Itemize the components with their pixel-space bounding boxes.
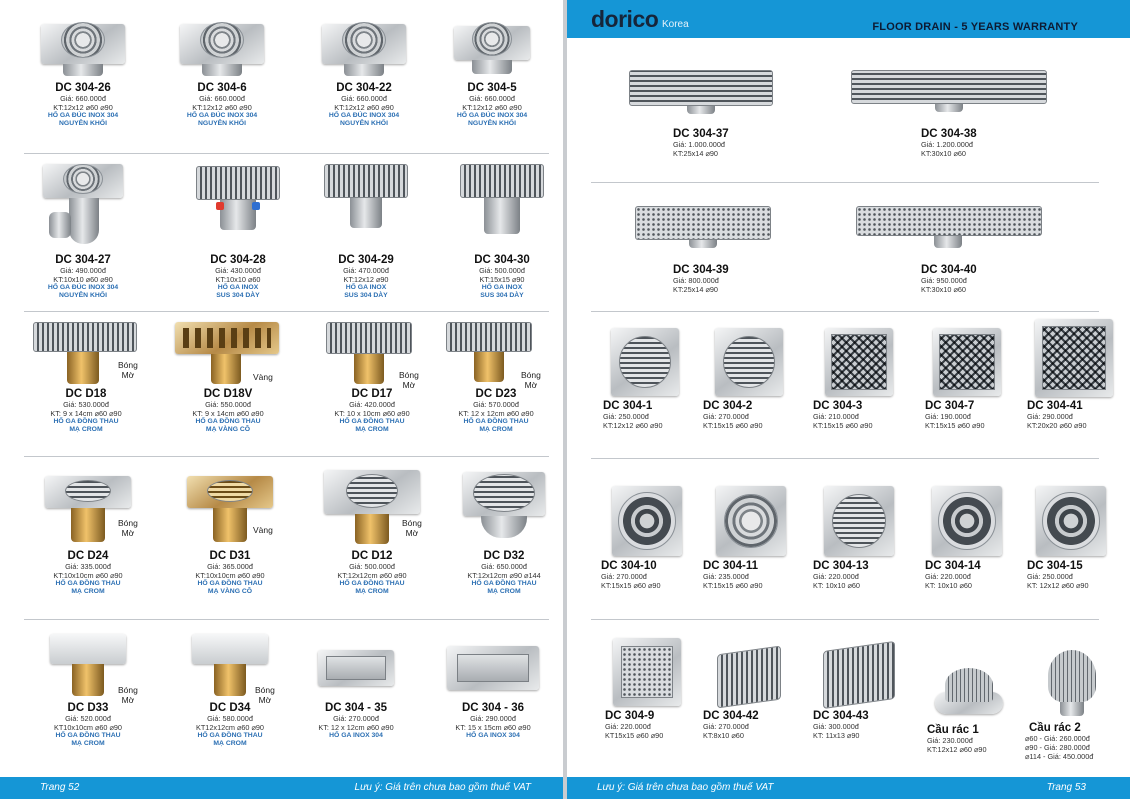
product-dimensions: KT:10x10 ⌀60 ⌀90	[53, 275, 113, 284]
product-dimensions: KT: 10 x 10cm ⌀60 ⌀90	[334, 409, 410, 418]
product-image	[178, 18, 266, 80]
product-code: DC 304-14	[925, 560, 981, 572]
product-dimensions: KT:20x20 ⌀60 ⌀90	[1027, 421, 1087, 430]
product-price: Giá: 580.000đ	[207, 714, 253, 723]
product-code: DC 304-13	[813, 560, 869, 572]
row-divider	[591, 182, 1099, 183]
product-material: NGUYÊN KHỐI	[340, 120, 388, 127]
product-material: NGUYÊN KHỐI	[59, 292, 107, 299]
product-material: SUS 304 DÀY	[216, 292, 260, 299]
product-code: DC 304-2	[703, 400, 753, 412]
product-code: DC D12	[351, 550, 393, 562]
product-material: HỐ GA ĐỒNG THAU	[195, 418, 261, 425]
product-material: NGUYÊN KHỐI	[198, 120, 246, 127]
product-material: HỐ GA ĐỒNG THAU	[197, 580, 263, 587]
product-card[interactable]	[311, 160, 421, 300]
row-divider	[591, 458, 1099, 459]
product-price: Giá: 660.000đ	[60, 94, 106, 103]
page-footer	[567, 777, 1130, 799]
product-price: Giá: 550.000đ	[205, 400, 251, 409]
product-code: DC 304-29	[338, 254, 394, 266]
product-material: MẠ VÀNG CÔ	[205, 426, 251, 433]
product-code: DC 304-41	[1027, 400, 1083, 412]
product-code: DC D18V	[203, 388, 253, 400]
product-price: Giá: 220.000đ	[813, 572, 859, 581]
product-price: Giá: 800.000đ	[673, 276, 719, 285]
product-price: Giá: 290.000đ	[470, 714, 516, 723]
product-image	[48, 632, 128, 700]
finish-label: Bóng Mờ	[118, 518, 138, 538]
product-image	[931, 326, 1003, 398]
product-dimensions: ⌀114 - Giá: 450.000đ	[1025, 752, 1094, 761]
product-code: DC 304-27	[55, 254, 111, 266]
product-price: Giá: 490.000đ	[60, 266, 106, 275]
product-code: DC D33	[67, 702, 109, 714]
product-dimensions: KT:15x15 ⌀90	[479, 275, 525, 284]
product-code: DC 304 - 35	[324, 702, 387, 714]
finish-label: Vàng	[253, 372, 273, 382]
product-image	[39, 160, 127, 252]
product-price: Giá: 500.000đ	[479, 266, 525, 275]
product-material: HỐ GA ĐỒNG THAU	[53, 418, 119, 425]
product-price: Giá: 660.000đ	[199, 94, 245, 103]
product-dimensions: KT: 11x13 ⌀90	[813, 731, 860, 740]
product-image	[1042, 648, 1102, 720]
finish-label: Bóng Mờ	[118, 685, 138, 705]
product-price: Giá: 270.000đ	[703, 722, 749, 731]
product-dimensions: KT:30x10 ⌀60	[921, 149, 966, 158]
product-dimensions: KT:15x15 ⌀60 ⌀90	[813, 421, 873, 430]
product-image	[822, 484, 896, 558]
product-dimensions: ⌀90 - Giá: 280.000đ	[1025, 743, 1090, 752]
product-code: DC D23	[475, 388, 517, 400]
product-price: Giá: 420.000đ	[349, 400, 395, 409]
product-material: HỐ GA ĐÚC INOX 304	[47, 284, 119, 291]
product-price: Giá: 570.000đ	[473, 400, 519, 409]
product-image	[1034, 318, 1114, 398]
product-image	[633, 202, 773, 262]
product-material: NGUYÊN KHỐI	[468, 120, 516, 127]
product-code: DC 304 - 36	[461, 702, 524, 714]
product-code: DC 304-6	[197, 82, 247, 94]
product-card[interactable]	[1015, 484, 1127, 590]
product-price: Giá: 220.000đ	[605, 722, 651, 731]
product-material: NGUYÊN KHỐI	[59, 120, 107, 127]
product-code: DC 304-30	[474, 254, 530, 266]
row-divider	[24, 619, 549, 620]
product-card[interactable]	[446, 468, 562, 596]
product-dimensions: KT:12x12cm ⌀60 ⌀90	[337, 571, 407, 580]
product-material: SUS 304 DÀY	[344, 292, 388, 299]
product-material: MẠ CROM	[487, 588, 521, 595]
product-price: ⌀60 - Giá: 260.000đ	[1025, 734, 1090, 743]
row-divider	[24, 456, 549, 457]
finish-label: Bóng Mờ	[118, 360, 138, 380]
product-code: DC 304-37	[673, 128, 729, 140]
product-card[interactable]	[911, 484, 1023, 590]
page-header	[567, 0, 1130, 38]
product-code: DC 304-42	[703, 710, 759, 722]
product-code: DC 304-3	[813, 400, 863, 412]
product-dimensions: KT: 12 x 12cm ⌀60 ⌀90	[318, 723, 394, 732]
product-price: Giá: 1.200.000đ	[921, 140, 973, 149]
product-image	[1034, 484, 1108, 558]
product-dimensions: KT: 15 x 15cm ⌀60 ⌀90	[455, 723, 531, 732]
product-card[interactable]	[309, 18, 419, 128]
product-code: DC 304-39	[673, 264, 729, 276]
product-card[interactable]	[693, 646, 805, 740]
product-material: MẠ CROM	[355, 426, 389, 433]
product-material: MẠ CROM	[213, 740, 247, 747]
page-footer	[0, 777, 563, 799]
product-price: Giá: 210.000đ	[813, 412, 859, 421]
product-dimensions: KT: 9 x 14cm ⌀60 ⌀90	[50, 409, 122, 418]
product-card[interactable]	[1017, 648, 1127, 761]
finish-label: Bóng Mờ	[521, 370, 541, 390]
product-image	[714, 484, 788, 558]
product-image	[609, 326, 681, 398]
product-material: MẠ VÀNG CÔ	[207, 588, 253, 595]
product-material: SUS 304 DÀY	[480, 292, 524, 299]
product-dimensions: KT:10x10cm ⌀60 ⌀90	[53, 571, 123, 580]
product-dimensions: KT:30x10 ⌀60	[921, 285, 966, 294]
row-divider	[24, 153, 549, 154]
product-dimensions: KT:12x12 ⌀90	[343, 275, 389, 284]
product-image	[322, 160, 410, 252]
product-card[interactable]	[625, 66, 777, 158]
product-image	[713, 646, 785, 708]
product-card[interactable]	[803, 484, 915, 590]
product-material: MẠ CROM	[71, 740, 105, 747]
product-code: DC D24	[67, 550, 109, 562]
product-dimensions: KT:15x15 ⌀60 ⌀90	[601, 581, 661, 590]
product-material: HỐ GA INOX	[217, 284, 259, 291]
product-image	[823, 326, 895, 398]
product-image	[448, 18, 536, 80]
product-code: Cầu rác 2	[1029, 722, 1081, 734]
product-image	[930, 484, 1004, 558]
catalog-page-left	[0, 0, 563, 799]
product-code: DC 304-11	[703, 560, 758, 572]
vat-note: Lưu ý: Giá trên chưa bao gồm thuế VAT	[597, 782, 774, 793]
product-dimensions: KT10x10cm ⌀60 ⌀90	[53, 723, 122, 732]
product-code: DC D31	[209, 550, 251, 562]
product-material: MẠ CROM	[355, 588, 389, 595]
product-dimensions: KT:12x12 ⌀60 ⌀90	[927, 745, 987, 754]
product-material: HỐ GA ĐÚC INOX 304	[186, 112, 258, 119]
product-dimensions: KT:25x14 ⌀90	[673, 285, 718, 294]
product-card[interactable]	[437, 18, 547, 128]
product-image	[194, 160, 282, 252]
product-image	[854, 202, 1044, 262]
product-material: HỐ GA ĐÚC INOX 304	[456, 112, 528, 119]
product-card[interactable]	[913, 326, 1021, 430]
product-price: Giá: 1.000.000đ	[673, 140, 725, 149]
product-price: Giá: 335.000đ	[65, 562, 111, 571]
product-price: Giá: 270.000đ	[703, 412, 749, 421]
product-image	[819, 642, 899, 708]
product-material: HỐ GA ĐỒNG THAU	[55, 580, 121, 587]
product-code: DC 304-9	[605, 710, 655, 722]
product-card[interactable]	[695, 484, 807, 590]
product-code: DC 304-26	[55, 82, 111, 94]
product-price: Giá: 290.000đ	[1027, 412, 1073, 421]
finish-label: Vàng	[253, 525, 273, 535]
vat-note: Lưu ý: Giá trên chưa bao gồm thuế VAT	[354, 782, 531, 793]
product-code: DC 304-1	[603, 400, 653, 412]
product-card[interactable]	[803, 642, 915, 740]
product-card[interactable]	[805, 326, 913, 430]
finish-label: Bóng Mờ	[402, 518, 422, 538]
finish-label: Bóng Mờ	[255, 685, 275, 705]
product-price: Giá: 470.000đ	[343, 266, 389, 275]
product-code: DC 304-22	[336, 82, 392, 94]
product-image	[320, 18, 408, 80]
product-price: Giá: 235.000đ	[703, 572, 749, 581]
product-material: HỐ GA ĐỒNG THAU	[197, 732, 263, 739]
product-material: HỐ GA ĐÚC INOX 304	[47, 112, 119, 119]
product-code: DC 304-43	[813, 710, 869, 722]
product-dimensions: KT12x12cm ⌀60 ⌀90	[195, 723, 264, 732]
product-dimensions: KT:10x10 ⌀60	[215, 275, 261, 284]
product-code: DC 304-38	[921, 128, 977, 140]
product-image	[849, 66, 1049, 126]
product-dimensions: KT: 12x12 ⌀60 ⌀90	[1027, 581, 1089, 590]
product-code: DC D32	[483, 550, 525, 562]
product-material: HỐ GA ĐỒNG THAU	[463, 418, 529, 425]
product-code: Cầu rác 1	[927, 724, 979, 736]
product-dimensions: KT:25x14 ⌀90	[673, 149, 718, 158]
product-image	[458, 160, 546, 252]
product-dimensions: KT: 10x10 ⌀60	[925, 581, 972, 590]
product-card[interactable]	[297, 648, 415, 740]
product-card[interactable]	[28, 160, 138, 300]
product-image	[39, 18, 127, 80]
finish-label: Bóng Mờ	[399, 370, 419, 390]
product-dimensions: KT:15x15 ⌀60 ⌀90	[703, 421, 763, 430]
product-image	[610, 484, 684, 558]
product-dimensions: KT15x15 ⌀60 ⌀90	[605, 731, 664, 740]
product-image	[933, 664, 1005, 722]
product-dimensions: KT:8x10 ⌀60	[703, 731, 744, 740]
product-card[interactable]	[847, 66, 1051, 158]
product-image	[627, 66, 775, 126]
product-dimensions: KT:12x12 ⌀60 ⌀90	[462, 103, 522, 112]
product-code: DC D34	[209, 702, 251, 714]
product-price: Giá: 300.000đ	[813, 722, 859, 731]
product-card[interactable]	[629, 202, 777, 294]
product-dimensions: KT:12x12 ⌀60 ⌀90	[53, 103, 113, 112]
product-code: DC 304-28	[210, 254, 266, 266]
product-price: Giá: 365.000đ	[207, 562, 253, 571]
product-code: DC 304-7	[925, 400, 975, 412]
product-dimensions: KT:10x10cm ⌀60 ⌀90	[195, 571, 265, 580]
product-price: Giá: 530.000đ	[63, 400, 109, 409]
product-material: HỐ GA INOX	[481, 284, 523, 291]
product-image	[185, 470, 275, 548]
product-dimensions: KT:12x12 ⌀60 ⌀90	[192, 103, 252, 112]
product-material: HỐ GA INOX 304	[329, 732, 383, 739]
page-title: FLOOR DRAIN - 5 YEARS WARRANTY	[872, 21, 1078, 33]
product-dimensions: KT:12x12 ⌀60 ⌀90	[334, 103, 394, 112]
product-price: Giá: 950.000đ	[921, 276, 967, 285]
product-dimensions: KT: 12 x 12cm ⌀60 ⌀90	[458, 409, 534, 418]
product-dimensions: KT:15x15 ⌀60 ⌀90	[703, 581, 763, 590]
product-price: Giá: 250.000đ	[1027, 572, 1073, 581]
product-price: Giá: 230.000đ	[927, 736, 973, 745]
product-dimensions: KT: 10x10 ⌀60	[813, 581, 860, 590]
product-code: DC D18	[65, 388, 107, 400]
brand-logo: dorico	[591, 6, 659, 32]
product-card[interactable]	[591, 326, 699, 430]
product-code: DC 304-40	[921, 264, 977, 276]
product-card[interactable]	[167, 18, 277, 128]
product-card[interactable]	[591, 636, 703, 740]
product-code: DC 304-15	[1027, 560, 1083, 572]
row-divider	[591, 311, 1099, 312]
product-material: HỐ GA INOX	[345, 284, 387, 291]
product-price: Giá: 520.000đ	[65, 714, 111, 723]
product-dimensions: KT:12x12cm ⌀90 ⌀144	[467, 571, 541, 580]
product-card[interactable]	[591, 484, 703, 590]
product-image	[713, 326, 785, 398]
product-price: Giá: 270.000đ	[601, 572, 647, 581]
product-price: Giá: 660.000đ	[341, 94, 387, 103]
product-price: Giá: 500.000đ	[349, 562, 395, 571]
product-material: HỐ GA ĐỒNG THAU	[339, 580, 405, 587]
product-code: DC 304-5	[467, 82, 517, 94]
product-price: Giá: 190.000đ	[925, 412, 971, 421]
row-divider	[591, 619, 1099, 620]
product-material: MẠ CROM	[479, 426, 513, 433]
product-card[interactable]	[447, 160, 557, 300]
product-material: MẠ CROM	[71, 588, 105, 595]
product-image	[459, 468, 549, 548]
product-card[interactable]	[915, 664, 1023, 754]
product-code: DC D17	[351, 388, 393, 400]
product-image	[445, 644, 541, 700]
product-card[interactable]	[1019, 318, 1129, 430]
product-price: Giá: 250.000đ	[603, 412, 649, 421]
page-number: Trang 52	[40, 782, 80, 793]
product-material: HỐ GA ĐỒNG THAU	[55, 732, 121, 739]
page-number: Trang 53	[1046, 782, 1086, 793]
product-price: Giá: 270.000đ	[333, 714, 379, 723]
row-divider	[24, 311, 549, 312]
product-image	[611, 636, 683, 708]
product-material: HỐ GA INOX 304	[466, 732, 520, 739]
product-dimensions: KT: 9 x 14cm ⌀60 ⌀90	[192, 409, 264, 418]
product-dimensions: KT:12x12 ⌀60 ⌀90	[603, 421, 663, 430]
product-card[interactable]	[851, 202, 1047, 294]
product-price: Giá: 220.000đ	[925, 572, 971, 581]
product-material: HỐ GA ĐÚC INOX 304	[328, 112, 400, 119]
product-image	[316, 648, 396, 700]
product-card[interactable]	[183, 160, 293, 300]
product-material: MẠ CROM	[69, 426, 103, 433]
product-price: Giá: 650.000đ	[481, 562, 527, 571]
product-dimensions: KT:15x15 ⌀60 ⌀90	[925, 421, 985, 430]
brand-subtitle: Korea	[662, 19, 689, 30]
product-card[interactable]	[428, 644, 558, 740]
product-card[interactable]	[28, 18, 138, 128]
product-code: DC 304-10	[601, 560, 657, 572]
product-price: Giá: 430.000đ	[215, 266, 261, 275]
product-material: HỐ GA ĐỒNG THAU	[339, 418, 405, 425]
product-price: Giá: 660.000đ	[469, 94, 515, 103]
product-card[interactable]	[695, 326, 803, 430]
product-material: HỐ GA ĐỒNG THAU	[471, 580, 537, 587]
catalog-page-right	[567, 0, 1130, 799]
